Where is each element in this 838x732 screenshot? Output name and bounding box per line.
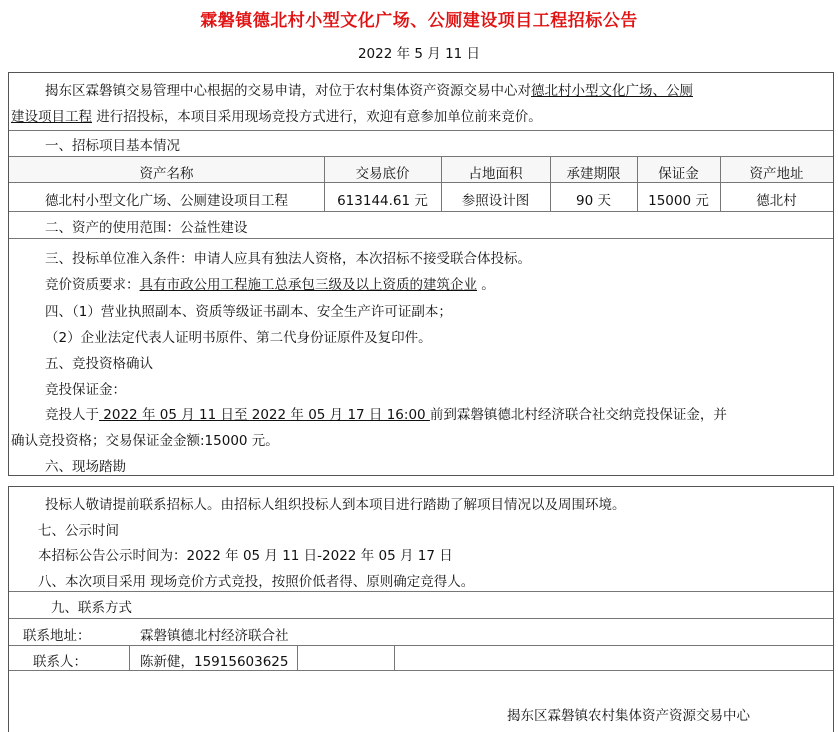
intro-line-1 [45,79,693,99]
table-header-deposit: 保证金 [658,166,699,182]
intro-text-2: 进行招投标，本项目采用现场竞投方式进行，欢迎有意参加单位前来竞价。 [96,109,542,125]
table-cell-period: 90 天 [576,193,611,209]
table-cell-asset-name: 德北村小型文化广场、公厕建设项目工程 [45,193,288,209]
section-7-heading: 七、公示时间 [38,523,119,539]
table-cell-area: 参照设计图 [461,193,530,209]
table-cell-deposit: 15000 元 [648,193,709,209]
contact-address-label: 联系地址： [23,628,91,644]
deposit-prefix: 竞投人于 [45,407,99,423]
intro-project-name-a: 德北村小型文化广场、公厕 [531,83,693,99]
table-header-address: 资产地址 [749,166,804,182]
table-header-period: 承建期限 [566,166,621,182]
qualification-label: 竞价资质要求： [45,277,140,293]
intro-line-2 [11,105,542,125]
section-4b: （2）企业法定代表人证明书原件、第二代身份证原件及复印件。 [45,330,432,346]
table-header-asset-name: 资产名称 [139,166,194,182]
qualification-line [45,273,495,293]
section-3-heading: 三、投标单位准入条件：申请人应具有独法人资格，本次招标不接受联合体投标。 [45,251,531,267]
contact-person-label: 联系人： [33,654,87,670]
section-8-heading: 八、本次项目采用 现场竞价方式竞投，按照价低者得、原则确定竞得人。 [38,574,475,590]
qualification-value: 具有市政公用工程施工总承包三级及以上资质的建筑企业 [139,277,477,293]
announcement-box-secondary [8,486,834,732]
section-4a: 四、（1）营业执照副本、资质等级证书副本、安全生产许可证副本； [45,304,452,320]
publish-date: 2022 年 5 月 11 日 [357,46,481,62]
contact-address-value: 霖磐镇德北村经济联合社 [140,628,289,644]
table-cell-base-price: 613144.61 元 [337,193,428,209]
page-title: 霖磐镇德北村小型文化广场、公厕建设项目工程招标公告 [200,11,638,31]
contact-person-value: 陈新健，15915603625 [140,654,289,670]
deposit-line-2: 确认竞投资格；交易保证金金额:15000 元。 [11,433,279,449]
publicity-period: 本招标公告公示时间为：2022 年 05 月 11 日-2022 年 05 月 17 日 [38,548,453,564]
table-header-base-price: 交易底价 [355,166,410,182]
table-header-area: 占地面积 [468,166,523,182]
qualification-end: 。 [481,277,495,293]
section-5-heading: 五、竞投资格确认 [45,356,153,372]
survey-text: 投标人敬请提前联系招标人。由招标人组织投标人到本项目进行踏勘了解项目情况以及周围环境。 [45,497,626,513]
intro-text-1: 揭东区霖磐镇交易管理中心根据的交易申请，对位于农村集体资产资源交易中心对 [45,83,531,99]
deposit-period: 2022 年 05 月 11 日至 2022 年 05 月 17 日 16:00 [99,407,430,423]
section-6-heading: 六、现场踏勘 [45,459,126,475]
section-2-heading: 二、资产的使用范围：公益性建设 [45,220,248,236]
section-1-heading: 一、招标项目基本情况 [45,138,180,154]
footer-issuer: 揭东区霖磐镇农村集体资产资源交易中心 [507,708,750,724]
deposit-suffix: 前到霖磐镇德北村经济联合社交纳竞投保证金，并 [429,407,727,423]
intro-project-name-b: 建设项目工程 [11,109,92,125]
section-9-heading: 九、联系方式 [51,600,132,616]
table-cell-address: 德北村 [756,193,797,209]
deposit-label: 竞投保证金： [45,382,126,398]
announcement-box-main [8,72,834,476]
deposit-line-1 [45,403,727,423]
